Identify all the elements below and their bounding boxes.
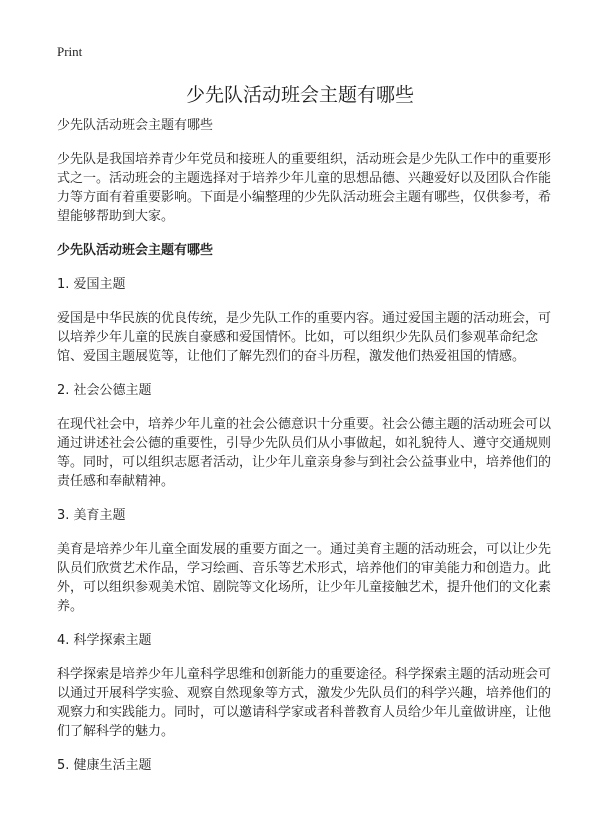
item-heading-aesthetic-education: 3. 美育主题 [57,508,126,523]
item-heading-patriotism: 1. 爱国主题 [57,277,126,292]
item-body-science-exploration: 科学探索是培养少年儿童科学思维和创新能力的重要途径。科学探索主题的活动班会可以通过开展科学实验、观察自然现象等方式，激发少先队员们的科学兴趣，培养他们的观察力和实践能力。同时，可以邀请科学家或者科普教育人员给少年儿童做讲座，让他们了解科学的魅力。 [57,667,552,739]
item-heading-healthy-living: 5. 健康生活主题 [57,758,152,773]
item-body-aesthetic-education: 美育是培养少年儿童全面发展的重要方面之一。通过美育主题的活动班会，可以让少先队员们欣赏艺术作品，学习绘画、音乐等艺术形式，培养他们的审美能力和创造力。此外，可以组织参观美术馆、剧院等文化场所，让少年儿童接触艺术，提升他们的文化素养。 [57,542,552,614]
section-heading: 少先队活动班会主题有哪些 [57,243,214,258]
item-body-patriotism: 爱国是中华民族的优良传统，是少先队工作的重要内容。通过爱国主题的活动班会，可以培养少年儿童的民族自豪感和爱国情怀。比如，可以组织少先队员们参观革命纪念馆、爱国主题展览等，让他们了解先烈们的奋斗历程，激发他们热爱祖国的情感。 [57,311,552,364]
item-heading-science-exploration: 4. 科学探索主题 [57,633,152,648]
subtitle: 少先队活动班会主题有哪些 [57,118,214,133]
intro-paragraph: 少先队是我国培养青少年党员和接班人的重要组织，活动班会是少先队工作中的重要形式之一。活动班会的主题选择对于培养少年儿童的思想品德、兴趣爱好以及团队合作能力等方面有着重要影响。下面是小编整理的少先队活动班会主题有哪些，仅供参考，希望能够帮助到大家。 [57,152,552,224]
item-heading-social-ethics: 2. 社会公德主题 [57,383,152,398]
item-body-social-ethics: 在现代社会中，培养少年儿童的社会公德意识十分重要。社会公德主题的活动班会可以通过讲述社会公德的重要性，引导少先队员们从小事做起，如礼貌待人、遵守交通规则等。同时，可以组织志愿者活动，让少年儿童亲身参与到社会公益事业中，培养他们的责任感和奉献精神。 [57,417,552,489]
document-body [57,116,557,790]
print-link[interactable]: Print [57,44,83,59]
page-title: 少先队活动班会主题有哪些 [185,84,414,106]
